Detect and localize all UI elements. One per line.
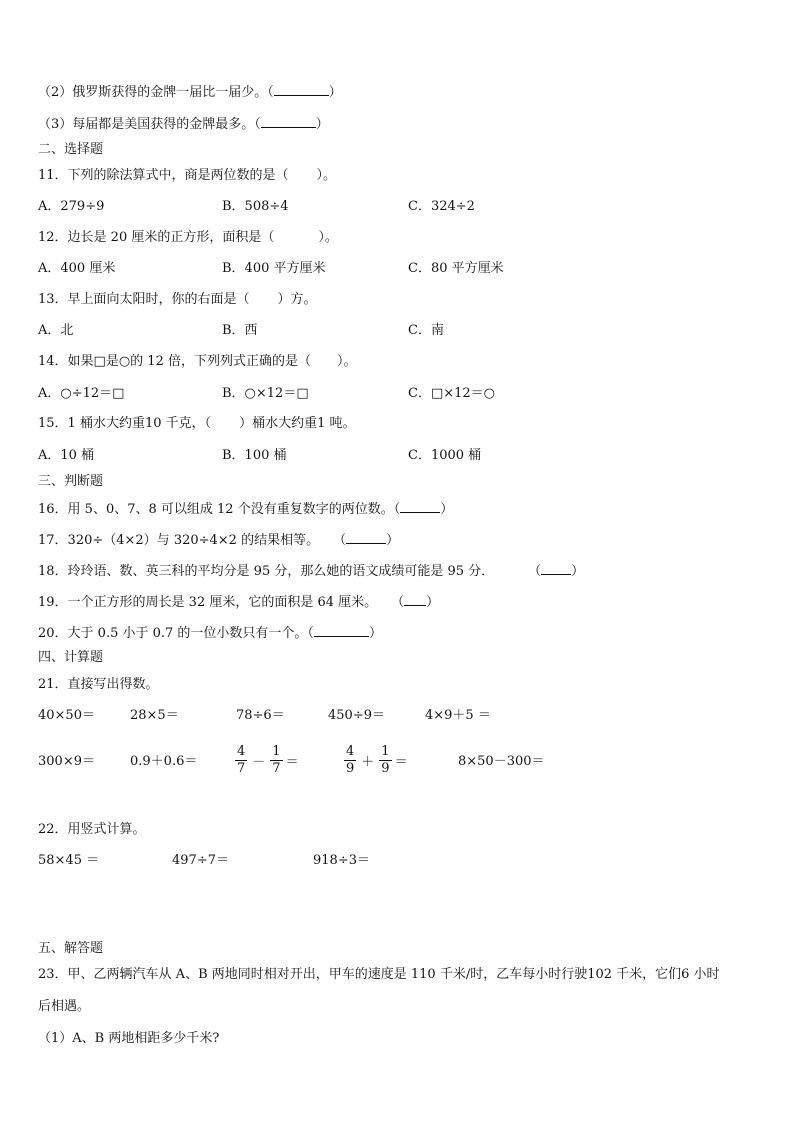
option-c[interactable]: C．南	[408, 323, 444, 338]
question-18: 18．玲玲语、数、英三科的平均分是 95 分，那么她的语文成绩可能是 95 分． （ ）	[38, 564, 585, 579]
question-17: 17．320÷（4×2）与 320÷4×2 的结果相等。 （ ）	[38, 533, 400, 548]
answer-blank[interactable]	[400, 500, 440, 513]
calc-item: 0.9＋0.6＝	[130, 754, 198, 769]
option-b[interactable]: B．100 桶	[222, 448, 287, 463]
option-a[interactable]: A．北	[38, 323, 74, 338]
answer-blank[interactable]	[404, 593, 426, 606]
calc-item: 78÷6＝	[236, 708, 285, 723]
option-b[interactable]: B．508÷4	[222, 199, 289, 214]
answer-blank[interactable]	[261, 115, 316, 128]
calc-item: 4×9＋5 ＝	[425, 708, 491, 723]
answer-blank[interactable]	[314, 624, 369, 637]
section-heading-calc: 四、计算题	[38, 650, 104, 665]
answer-blank[interactable]	[541, 562, 571, 575]
calc-item: 450÷9＝	[328, 708, 385, 723]
section-heading-choice: 二、选择题	[38, 142, 104, 157]
question-16: 16．用 5、0、7、8 可以组成 12 个没有重复数字的两位数。（ ）	[38, 502, 454, 517]
section-heading-judge: 三、判断题	[38, 474, 104, 489]
option-a[interactable]: A．10 桶	[38, 448, 95, 463]
question-15: 15．1 桶水大约重10 千克，（ ）桶水大约重1 吨。	[38, 416, 356, 431]
option-c[interactable]: C．80 平方厘米	[408, 261, 504, 276]
option-b[interactable]: B．○×12＝□	[222, 386, 309, 401]
option-b[interactable]: B．400 平方厘米	[222, 261, 326, 276]
question-item-2: （2）俄罗斯获得的金牌一届比一届少。（ ）	[38, 85, 342, 100]
question-item-3: （3）每届都是美国获得的金牌最多。（ ）	[38, 117, 329, 132]
question-14: 14．如果□是○的 12 倍，下列列式正确的是（ ）。	[38, 354, 357, 369]
question-22-title: 22．用竖式计算。	[38, 822, 146, 837]
option-a[interactable]: A．○÷12＝□	[38, 386, 125, 401]
option-c[interactable]: C．324÷2	[408, 199, 475, 214]
fraction: 4 9	[346, 744, 355, 776]
calc-item: 28×5＝	[130, 708, 179, 723]
question-23-line2: 后相遇。	[38, 999, 91, 1014]
calc-item: 40×50＝	[38, 708, 95, 723]
option-c[interactable]: C．1000 桶	[408, 448, 482, 463]
fraction: 1 7	[272, 744, 281, 776]
question-23-sub1: （1）A、B 两地相距多少千米?	[38, 1031, 220, 1046]
question-12: 12．边长是 20 厘米的正方形，面积是（ ）。	[38, 230, 338, 245]
fraction: 1 9	[381, 744, 390, 776]
question-11: 11．下列的除法算式中，商是两位数的是（ ）。	[38, 168, 337, 183]
calc-item: 497÷7＝	[172, 853, 229, 868]
option-a[interactable]: A．400 厘米	[38, 261, 116, 276]
option-c[interactable]: C．□×12＝○	[408, 386, 496, 401]
fraction-expression: 4 9 ＋ 1 9 ＝	[346, 744, 408, 776]
fraction: 4 7	[237, 744, 246, 776]
question-23-line1: 23．甲、乙两辆汽车从 A、B 两地同时相对开出，甲车的速度是 110 千米/时，乙车每小时行驶102 千米，它们6 小时	[38, 967, 720, 982]
option-a[interactable]: A．279÷9	[38, 199, 105, 214]
calc-item: 8×50－300＝	[458, 754, 545, 769]
section-heading-solve: 五、解答题	[38, 941, 104, 956]
calc-item: 58×45 ＝	[38, 853, 100, 868]
calc-item: 918÷3＝	[313, 853, 370, 868]
option-b[interactable]: B．西	[222, 323, 258, 338]
answer-blank[interactable]	[346, 531, 386, 544]
answer-blank[interactable]	[274, 83, 329, 96]
question-20: 20．大于 0.5 小于 0.7 的一位小数只有一个。（ ）	[38, 626, 382, 641]
question-21-title: 21．直接写出得数。	[38, 677, 159, 692]
calc-item: 300×9＝	[38, 754, 95, 769]
question-13: 13．早上面向太阳时，你的右面是（ ）方。	[38, 292, 317, 307]
question-19: 19．一个正方形的周长是 32 厘米，它的面积是 64 厘米。 （ ）	[38, 595, 440, 610]
fraction-expression: 4 7 － 1 7 ＝	[237, 744, 299, 776]
